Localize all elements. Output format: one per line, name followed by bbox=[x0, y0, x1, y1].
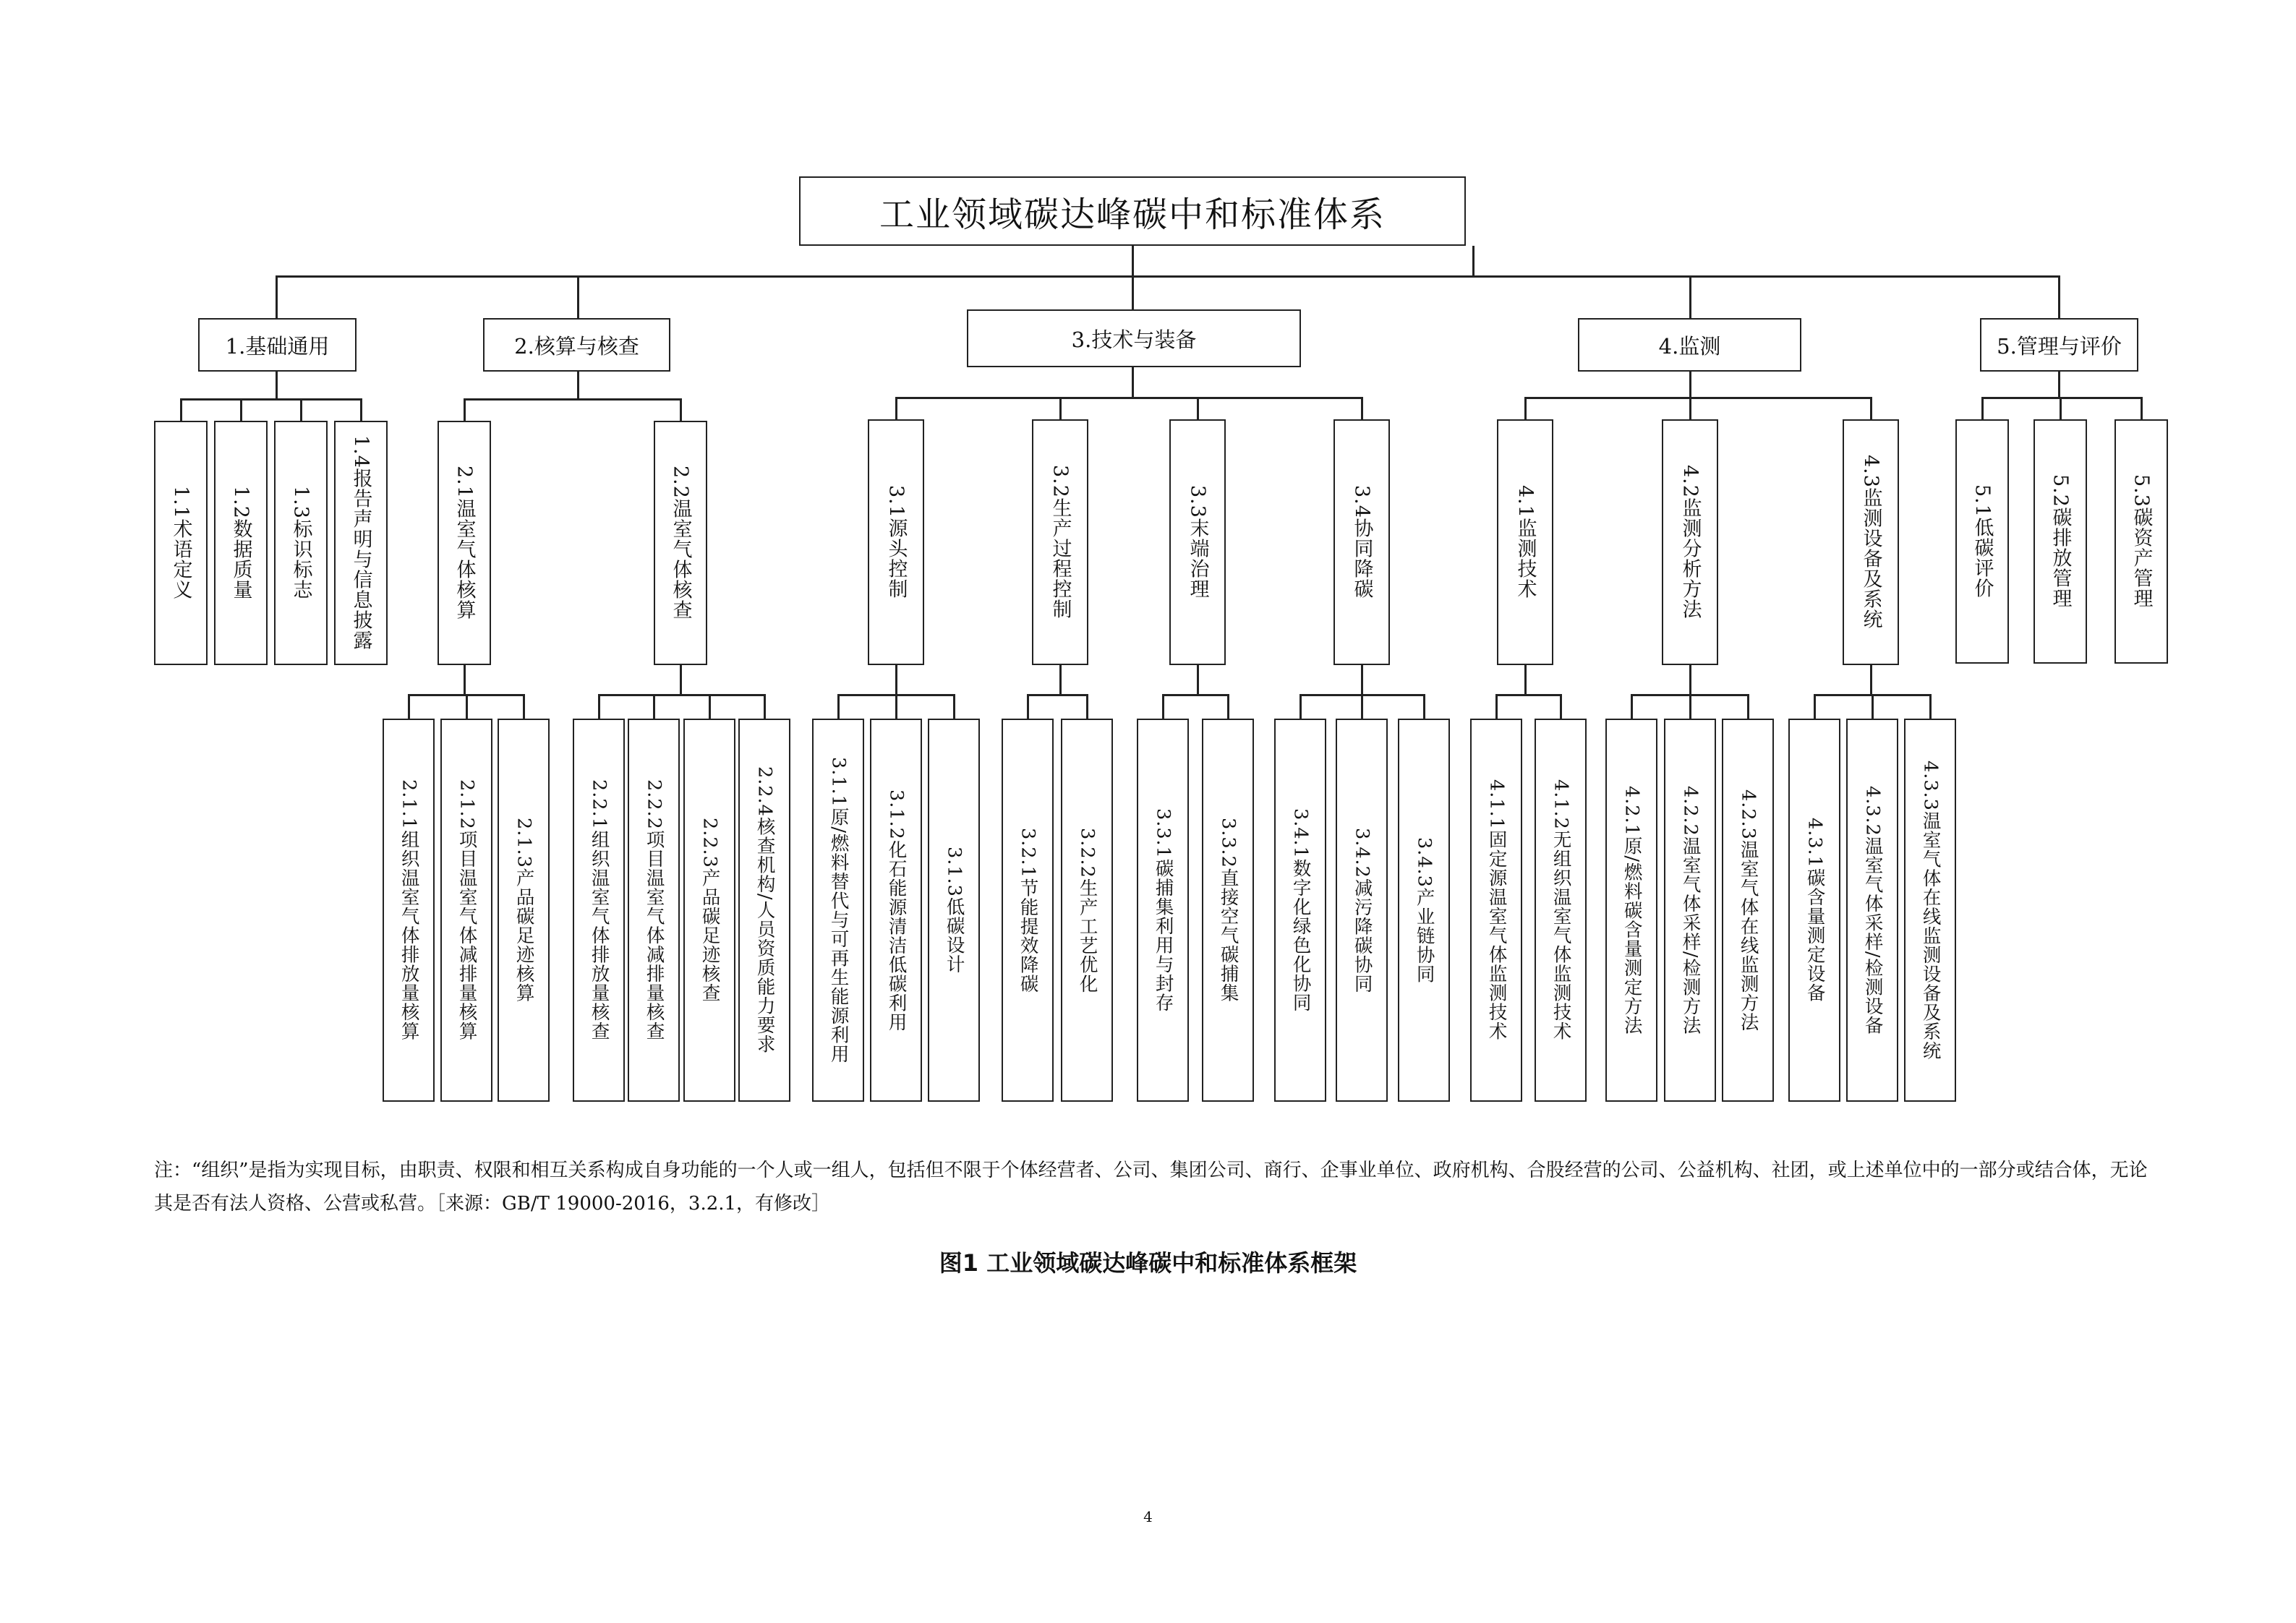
connector bbox=[1299, 694, 1302, 719]
node-2-2-2-label: 2.2.2项目温室气体减排量核查 bbox=[643, 779, 665, 1041]
node-2-1 bbox=[438, 421, 491, 665]
node-4-2-3-label: 4.2.3温室气体在线监测方法 bbox=[1737, 789, 1759, 1032]
node-3-3-2 bbox=[1202, 719, 1254, 1102]
node-3-1-2 bbox=[870, 719, 922, 1102]
node-3-1-3 bbox=[928, 719, 980, 1102]
connector bbox=[1929, 694, 1932, 719]
node-3-4-2 bbox=[1336, 719, 1388, 1102]
node-4-2-2-label: 4.2.2温室气体采样/检测方法 bbox=[1679, 785, 1702, 1035]
connector bbox=[1560, 694, 1562, 719]
node-4-3-1-label: 4.3.1碳含量测定设备 bbox=[1804, 818, 1826, 1003]
node-2-1-label: 2.1温室气体核算 bbox=[453, 466, 476, 620]
node-2-1-2-label: 2.1.2项目温室气体减排量核算 bbox=[456, 779, 478, 1041]
node-4-3-2 bbox=[1846, 719, 1898, 1102]
connector bbox=[408, 694, 410, 719]
node-3-2-1 bbox=[1002, 719, 1054, 1102]
connector bbox=[1631, 694, 1633, 719]
connector bbox=[1981, 397, 2142, 399]
connector bbox=[1132, 246, 1134, 276]
node-4-3-label: 4.3监测设备及系统 bbox=[1859, 455, 1882, 630]
connector bbox=[895, 694, 897, 719]
node-3-4-1-label: 3.4.1数字化绿色化协同 bbox=[1289, 808, 1312, 1012]
connector bbox=[180, 398, 362, 401]
connector bbox=[1197, 665, 1199, 695]
connector bbox=[1361, 665, 1363, 695]
connector bbox=[1162, 694, 1229, 696]
node-4-1-1-label: 4.1.1固定源温室气体监测技术 bbox=[1485, 779, 1508, 1041]
node-3 bbox=[967, 309, 1301, 367]
connector bbox=[2058, 372, 2060, 399]
connector bbox=[1524, 665, 1527, 695]
node-1-1 bbox=[154, 421, 208, 665]
node-3-3-1-label: 3.3.1碳捕集利用与封存 bbox=[1152, 808, 1174, 1012]
node-4-1-2 bbox=[1535, 719, 1587, 1102]
connector bbox=[523, 694, 525, 719]
node-3-4-2-label: 3.4.2减污降碳协同 bbox=[1351, 827, 1373, 993]
diagram-title: 工业领域碳达峰碳中和标准体系 bbox=[879, 194, 1386, 235]
node-5-2-label: 5.2碳排放管理 bbox=[2049, 474, 2072, 609]
connector bbox=[1495, 694, 1562, 696]
node-4-3-2-label: 4.3.2温室气体采样/检测设备 bbox=[1861, 785, 1884, 1035]
node-1-4 bbox=[334, 421, 388, 665]
node-4-2-2 bbox=[1664, 719, 1716, 1102]
footnote: 注：“组织”是指为实现目标，由职责、权限和相互关系构成自身功能的一个人或一组人，包括但不限于个体经营者、公司、集团公司、商行、企事业单位、政府机构、合股经营的公司、公益机构、社团，或上述单位中的一部分或结合体，无论其是否有法人资格、公营或私营。［来源：GB/T 19000-2016，3.2.1，有修改］ bbox=[154, 1160, 2148, 1215]
connector bbox=[1059, 665, 1062, 695]
node-4-1-label: 4.1监测技术 bbox=[1514, 485, 1537, 599]
connector bbox=[1495, 694, 1498, 719]
node-3-2-1-label: 3.2.1节能提效降碳 bbox=[1017, 827, 1039, 993]
node-2-label: 2.核算与核查 bbox=[514, 333, 639, 359]
connector bbox=[1689, 275, 1691, 318]
node-2-1-3 bbox=[498, 719, 550, 1102]
connector bbox=[598, 694, 600, 719]
connector bbox=[895, 665, 897, 695]
connector bbox=[2060, 397, 2062, 419]
connector bbox=[709, 694, 711, 719]
connector bbox=[680, 665, 682, 695]
connector bbox=[1227, 694, 1229, 719]
connector bbox=[598, 694, 766, 696]
node-5-3-label: 5.3碳资产管理 bbox=[2130, 474, 2153, 609]
connector bbox=[276, 275, 1472, 278]
connector bbox=[1361, 397, 1363, 419]
node-4-2-label: 4.2监测分析方法 bbox=[1678, 465, 1702, 620]
node-1-2 bbox=[214, 421, 268, 665]
connector bbox=[1689, 665, 1691, 695]
node-1-2-label: 1.2数据质量 bbox=[229, 486, 252, 600]
connector bbox=[1197, 397, 1199, 419]
connector bbox=[464, 665, 466, 695]
node-3-3-2-label: 3.3.2直接空气碳捕集 bbox=[1217, 818, 1239, 1003]
node-3-label: 3.技术与装备 bbox=[1071, 327, 1197, 352]
connector bbox=[1132, 275, 1134, 309]
node-3-1-3-label: 3.1.3低碳设计 bbox=[943, 847, 965, 974]
node-3-1-1 bbox=[812, 719, 864, 1102]
node-2-2-1-label: 2.2.1组织温室气体排放量核查 bbox=[588, 779, 610, 1041]
connector bbox=[464, 398, 466, 421]
connector bbox=[577, 372, 579, 399]
node-2-2-3 bbox=[683, 719, 735, 1102]
node-2-2-3-label: 2.2.3产品碳足迹核查 bbox=[699, 818, 721, 1003]
node-5-3 bbox=[2114, 419, 2168, 664]
node-3-4-3 bbox=[1398, 719, 1450, 1102]
connector bbox=[577, 275, 579, 318]
connector bbox=[837, 694, 840, 719]
node-2-2-label: 2.2温室气体核查 bbox=[669, 466, 692, 620]
node-1-3 bbox=[274, 421, 328, 665]
connector bbox=[653, 694, 655, 719]
node-4-3-3 bbox=[1904, 719, 1956, 1102]
node-2 bbox=[483, 318, 670, 372]
node-4-3 bbox=[1843, 419, 1899, 665]
node-3-2-label: 3.2生产过程控制 bbox=[1049, 465, 1072, 620]
node-3-4-3-label: 3.4.3产业链协同 bbox=[1413, 836, 1435, 984]
connector bbox=[240, 398, 242, 421]
node-3-3-1 bbox=[1137, 719, 1189, 1102]
node-4-3-3-label: 4.3.3温室气体在线监测设备及系统 bbox=[1919, 760, 1942, 1061]
node-3-2-2 bbox=[1061, 719, 1113, 1102]
node-2-1-1-label: 2.1.1组织温室气体排放量核算 bbox=[398, 779, 420, 1041]
connector bbox=[1472, 246, 1475, 278]
connector bbox=[895, 397, 897, 419]
node-5-1 bbox=[1955, 419, 2009, 664]
connector bbox=[2058, 275, 2060, 318]
connector bbox=[300, 398, 302, 421]
connector bbox=[1689, 397, 1691, 419]
node-4 bbox=[1578, 318, 1801, 372]
node-3-3-label: 3.3末端治理 bbox=[1186, 485, 1209, 599]
node-4-1-2-label: 4.1.2无组织温室气体监测技术 bbox=[1550, 779, 1572, 1041]
connector bbox=[1689, 372, 1691, 399]
connector bbox=[1027, 694, 1029, 719]
node-4-3-1 bbox=[1788, 719, 1840, 1102]
connector bbox=[276, 275, 278, 318]
node-4-2-1-label: 4.2.1原/燃料碳含量测定方法 bbox=[1621, 785, 1643, 1035]
node-2-2 bbox=[654, 421, 707, 665]
connector bbox=[1027, 694, 1088, 696]
node-2-2-2 bbox=[628, 719, 680, 1102]
connector bbox=[1162, 694, 1164, 719]
node-2-1-2 bbox=[440, 719, 492, 1102]
connector bbox=[1472, 275, 2060, 278]
node-1-3-label: 1.3标识标志 bbox=[289, 486, 312, 600]
connector bbox=[276, 372, 278, 399]
connector bbox=[360, 398, 362, 421]
connector bbox=[1524, 397, 1872, 399]
node-4-label: 4.监测 bbox=[1658, 333, 1721, 359]
node-4-1-1 bbox=[1470, 719, 1522, 1102]
node-1 bbox=[198, 318, 357, 372]
node-5-label: 5.管理与评价 bbox=[1997, 333, 2122, 359]
node-3-4 bbox=[1333, 419, 1390, 665]
figure-caption: 图1 工业领域碳达峰碳中和标准体系框架 bbox=[939, 1249, 1357, 1277]
node-2-2-4-label: 2.2.4核查机构/人员资质能力要求 bbox=[754, 766, 776, 1054]
connector bbox=[680, 398, 682, 421]
connector bbox=[1870, 397, 1872, 419]
node-1-label: 1.基础通用 bbox=[225, 333, 330, 359]
node-3-2 bbox=[1032, 419, 1088, 665]
connector bbox=[895, 397, 1362, 399]
connector bbox=[1870, 665, 1872, 695]
node-5-2 bbox=[2033, 419, 2087, 664]
node-4-2 bbox=[1662, 419, 1718, 665]
node-5 bbox=[1980, 318, 2138, 372]
node-3-1 bbox=[868, 419, 924, 665]
node-3-1-1-label: 3.1.1原/燃料替代与可再生能源利用 bbox=[827, 757, 850, 1063]
connector bbox=[1747, 694, 1749, 719]
diagram-title-box bbox=[799, 176, 1466, 246]
connector bbox=[180, 398, 182, 421]
connector bbox=[764, 694, 766, 719]
connector bbox=[1361, 694, 1363, 719]
node-3-4-1 bbox=[1274, 719, 1326, 1102]
node-3-1-2-label: 3.1.2化石能源清洁低碳利用 bbox=[885, 789, 908, 1032]
page-number: 4 bbox=[1143, 1508, 1153, 1525]
node-2-1-1 bbox=[383, 719, 435, 1102]
node-3-2-2-label: 3.2.2生产工艺优化 bbox=[1076, 827, 1098, 993]
node-1-1-label: 1.1术语定义 bbox=[169, 486, 192, 600]
node-4-1 bbox=[1497, 419, 1553, 665]
connector bbox=[1814, 694, 1816, 719]
node-5-1-label: 5.1低碳评价 bbox=[1971, 484, 1994, 599]
node-2-1-3-label: 2.1.3产品碳足迹核算 bbox=[513, 818, 535, 1003]
node-3-4-label: 3.4协同降碳 bbox=[1350, 485, 1373, 599]
node-2-2-1 bbox=[573, 719, 625, 1102]
connector bbox=[466, 694, 468, 719]
connector bbox=[1981, 397, 1984, 419]
connector bbox=[1524, 397, 1527, 419]
connector bbox=[953, 694, 955, 719]
node-2-2-4 bbox=[738, 719, 790, 1102]
node-4-2-1 bbox=[1605, 719, 1657, 1102]
connector bbox=[1872, 694, 1874, 719]
node-4-2-3 bbox=[1722, 719, 1774, 1102]
connector bbox=[2141, 397, 2143, 419]
connector bbox=[1086, 694, 1088, 719]
connector bbox=[1689, 694, 1691, 719]
connector bbox=[1423, 694, 1425, 719]
node-3-1-label: 3.1源头控制 bbox=[884, 485, 908, 599]
connector bbox=[1132, 367, 1134, 399]
node-1-4-label: 1.4报告声明与信息披露 bbox=[349, 435, 372, 651]
connector bbox=[1059, 397, 1062, 419]
connector bbox=[464, 398, 682, 401]
node-3-3 bbox=[1169, 419, 1226, 665]
